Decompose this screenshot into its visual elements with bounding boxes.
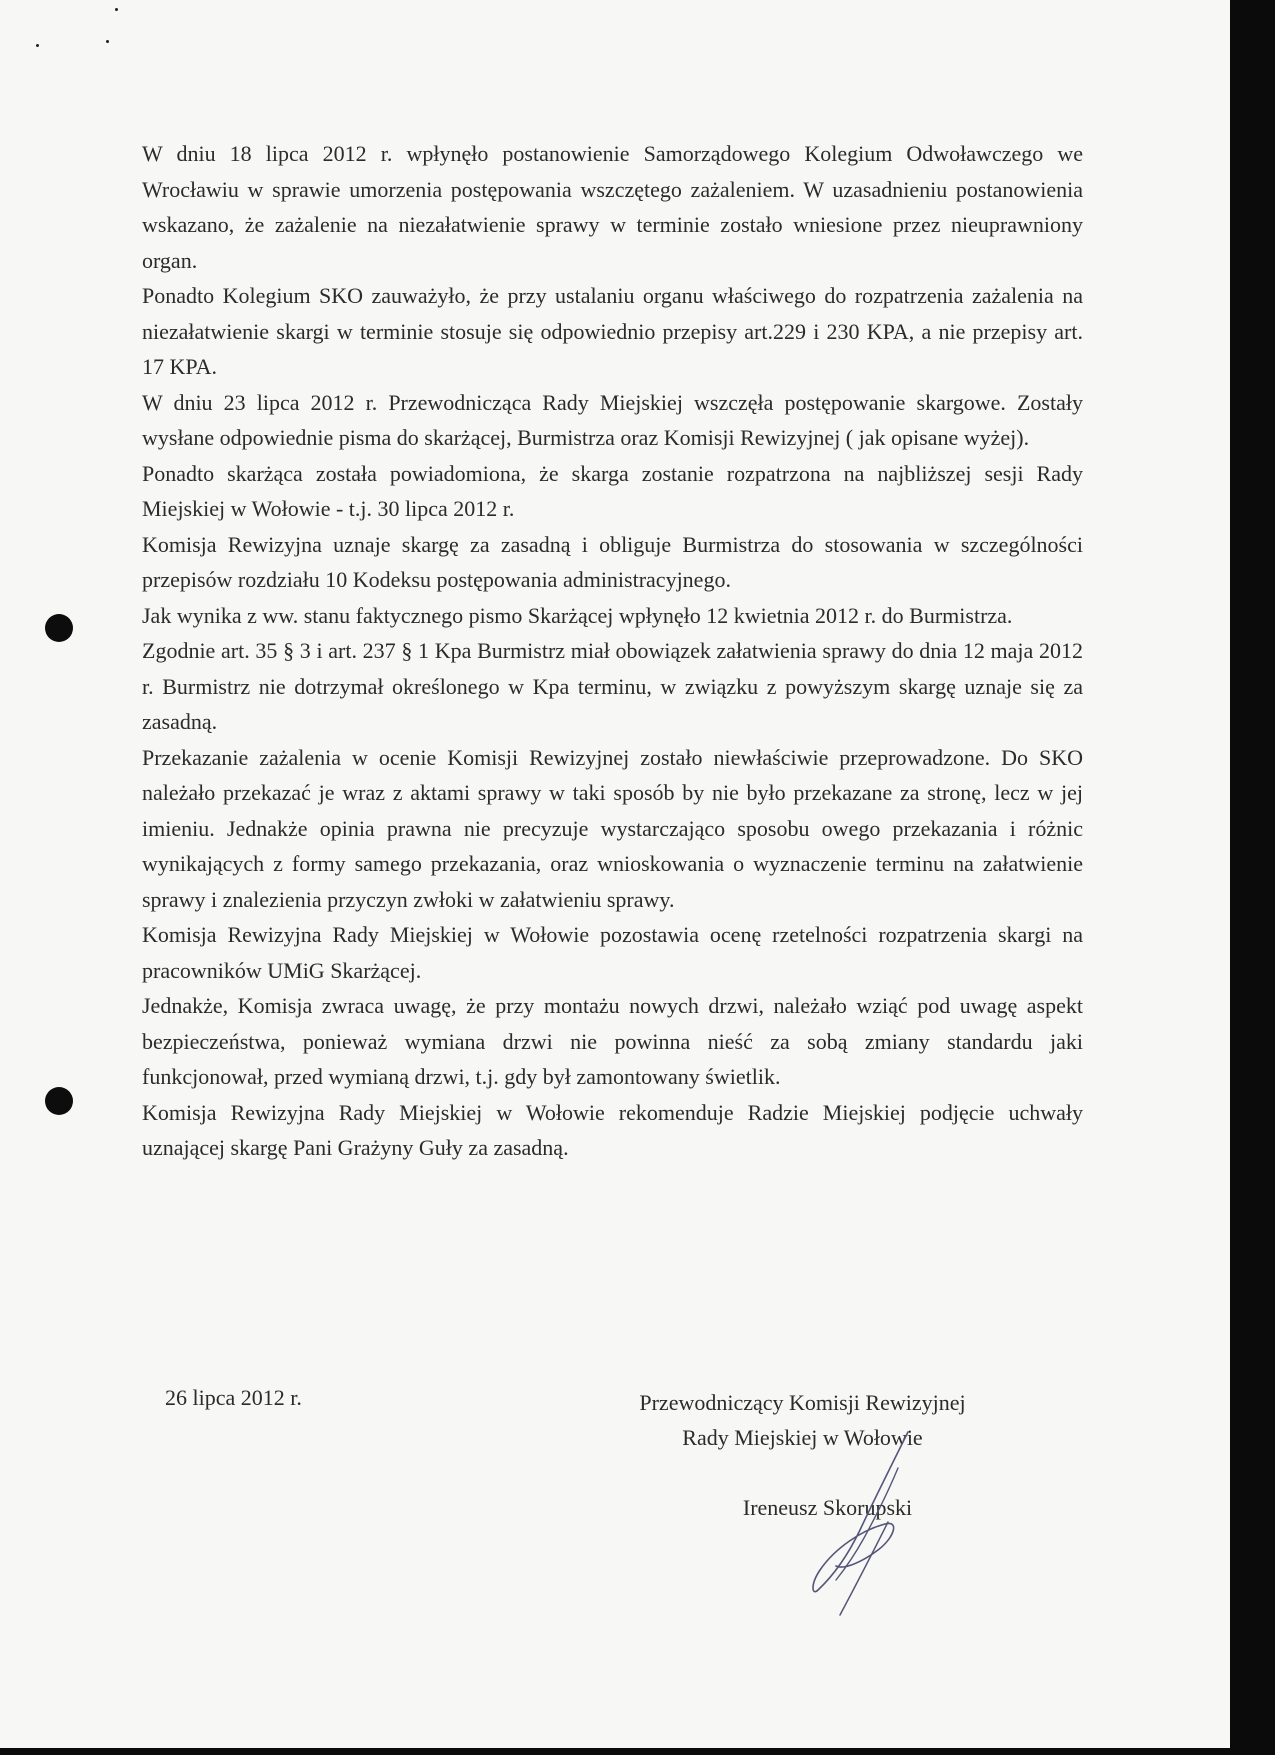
scan-speck [36, 44, 39, 47]
scan-speck [115, 8, 118, 11]
paragraph-8: Przekazanie zażalenia w ocenie Komisji Rewizyjnej zostało niewłaściwie przeprowadzone. Do SKO należało przekazać je wraz z aktami sprawy w taki sposób by nie było przekazane za stronę, lecz w jej imieniu. Jednakże opinia prawna nie precyzuje wystarczająco sposobu owego przekazania i różnic wynikających z formy samego przekazania, oraz wnioskowania o wyznaczenie terminu na załatwienie sprawy i znalezienia przyczyn zwłoki w załatwieniu sprawy. [142, 744, 1083, 912]
paragraph-6: Jak wynika z ww. stanu faktycznego pismo Skarżącej wpłynęło 12 kwietnia 2012 r. do Burmistrza. [142, 602, 1013, 628]
paragraph-9: Komisja Rewizyjna Rady Miejskiej w Wołowie pozostawia ocenę rzetelności rozpatrzenia skargi na pracowników UMiG Skarżącej. [142, 922, 1083, 983]
paragraph-1: W dniu 18 lipca 2012 r. wpłynęło postanowienie Samorządowego Kolegium Odwoławczego we Wrocławiu w sprawie umorzenia postępowania wszczętego zażaleniem. W uzasadnieniu postanowienia wskazano, że zażalenie na niezałatwienie sprawy w terminie zostało wniesione przez nieuprawniony organ. [142, 141, 1083, 273]
signatory-title: Przewodniczący Komisji Rewizyjnej [639, 1390, 966, 1415]
punch-hole-lower [45, 1087, 73, 1115]
document-date: 26 lipca 2012 r. [165, 1385, 302, 1410]
signatory-name: Ireneusz Skorupski [742, 1495, 913, 1520]
paragraph-10: Jednakże, Komisja zwraca uwagę, że przy montażu nowych drzwi, należało wziąć pod uwagę aspekt bezpieczeństwa, ponieważ wymiana drzwi nie powinna nieść za sobą zmiany standardu jaki funkcjonował, przed wymianą drzwi, t.j. gdy był zamontowany świetlik. [142, 993, 1083, 1089]
paragraph-7: Zgodnie art. 35 § 3 i art. 237 § 1 Kpa Burmistrz miał obowiązek załatwienia sprawy do dnia 12 maja 2012 r. Burmistrz nie dotrzymał określonego w Kpa terminu, w związku z powyższym skargę uznaje się za zasadną. [142, 638, 1083, 734]
punch-hole-upper [45, 614, 73, 642]
handwritten-signature [790, 1420, 950, 1620]
document-body [142, 136, 1083, 1166]
signatory-council: Rady Miejskiej w Wołowie [682, 1425, 923, 1450]
scan-speck [106, 40, 109, 43]
paragraph-11: Komisja Rewizyjna Rady Miejskiej w Wołowie rekomenduje Radzie Miejskiej podjęcie uchwały uznającej skargę Pani Grażyny Guły za zasadną. [142, 1099, 1083, 1160]
paragraph-5: Komisja Rewizyjna uznaje skargę za zasadną i obliguje Burmistrza do stosowania w szczególności przepisów rozdziału 10 Kodeksu postępowania administracyjnego. [142, 531, 1083, 592]
paragraph-3: W dniu 23 lipca 2012 r. Przewodnicząca Rady Miejskiej wszczęła postępowanie skargowe. Zostały wysłane odpowiednie pisma do skarżącej, Burmistrza oraz Komisji Rewizyjnej ( jak opisane wyżej). [142, 389, 1083, 450]
paragraph-4: Ponadto skarżąca została powiadomiona, że skarga zostanie rozpatrzona na najbliższej sesji Rady Miejskiej w Wołowie - t.j. 30 lipca 2012 r. [142, 460, 1083, 521]
paragraph-2: Ponadto Kolegium SKO zauważyło, że przy ustalaniu organu właściwego do rozpatrzenia zażalenia na niezałatwienie skargi w terminie stosuje się odpowiednio przepisy art.229 i 230 KPA, a nie przepisy art. 17 KPA. [142, 283, 1083, 379]
